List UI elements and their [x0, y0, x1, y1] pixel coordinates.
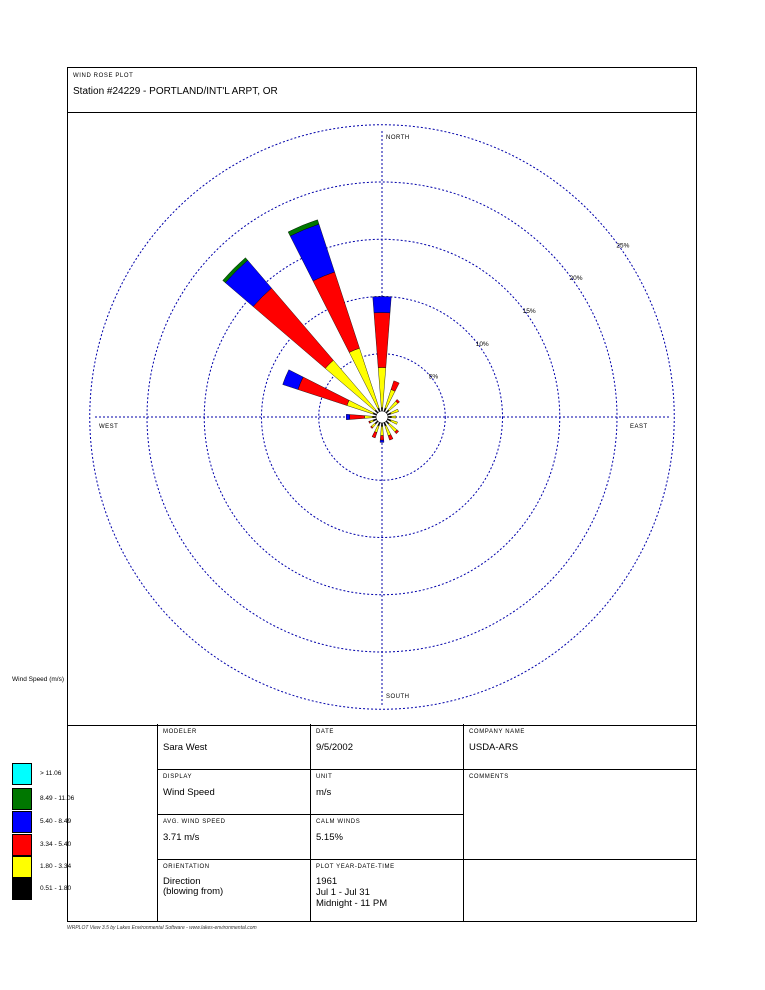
orientation-value-1: Direction: [163, 876, 201, 887]
period-dates: Jul 1 - Jul 31: [316, 887, 370, 898]
south-label: SOUTH: [386, 694, 410, 700]
company-label: COMPANY NAME: [469, 729, 525, 735]
petal-segment-s: [380, 436, 384, 441]
petal-segment-se: [388, 423, 397, 432]
petal-segment-n: [374, 313, 390, 368]
period-hours: Midnight - 11 PM: [316, 898, 388, 909]
petal-segment-ese: [390, 420, 397, 424]
orientation-value-2: (blowing from): [163, 886, 224, 897]
petal-segment-e: [388, 416, 391, 417]
legend-swatch: [12, 788, 32, 810]
software-credit: WRPLOT View 3.5 by Lakes Environmental Software - www.lakes-environmental.com: [67, 925, 257, 931]
ring-label: 10%: [475, 340, 489, 348]
legend-item: [12, 856, 102, 878]
petal-segment-sse: [385, 425, 391, 435]
petal-segment-s: [380, 440, 384, 442]
company-value: USDA-ARS: [469, 742, 519, 753]
display-value: Wind Speed: [163, 787, 215, 798]
legend-swatch: [12, 811, 32, 833]
petal-segment-w: [350, 415, 365, 420]
legend-item: [12, 811, 102, 833]
petal-segment-n: [378, 367, 386, 407]
modeler-label: MODELER: [163, 729, 197, 735]
plot-divider: [68, 725, 696, 726]
legend-label: 0.51 - 1.80: [40, 885, 72, 892]
legend-label: 3.34 - 5.40: [40, 841, 72, 848]
north-label: NORTH: [386, 135, 410, 141]
petal-segment-n: [373, 297, 391, 313]
legend-item: [12, 878, 102, 900]
table-divider-v2: [310, 724, 311, 922]
avg-speed-label: AVG. WIND SPEED: [163, 819, 226, 825]
legend-item: [12, 763, 102, 785]
petal-segment-w: [346, 414, 350, 419]
petal-segment-ssw: [375, 425, 379, 432]
petal-segment-w: [373, 416, 376, 417]
calm-winds-label: CALM WINDS: [316, 819, 361, 825]
petal-segment-w: [365, 416, 373, 419]
petal-segment-nne: [391, 381, 399, 391]
unit-label: UNIT: [316, 774, 333, 780]
ring-label: 20%: [569, 275, 583, 283]
calm-winds-value: 5.15%: [316, 832, 343, 843]
petal-segment-e: [391, 416, 396, 418]
legend-swatch: [12, 878, 32, 900]
modeler-value: Sara West: [163, 742, 208, 753]
plot-type-label: WIND ROSE PLOT: [73, 73, 134, 79]
station-title: Station #24229 - PORTLAND/INT'L ARPT, OR: [73, 86, 278, 97]
table-divider-h3: [157, 859, 697, 860]
date-label: DATE: [316, 729, 334, 735]
legend-label: 5.40 - 8.49: [40, 818, 72, 825]
wind-rose-chart: [67, 111, 697, 724]
legend-swatch: [12, 856, 32, 878]
petal-segment-nw: [253, 288, 333, 368]
legend-label: 1.80 - 3.34: [40, 863, 72, 870]
petal-segment-ene: [390, 409, 398, 414]
petal-segment-ne: [388, 401, 398, 411]
legend-swatch: [12, 763, 32, 785]
unit-value: m/s: [316, 787, 332, 798]
legend-label: > 11.06: [40, 770, 62, 777]
table-divider-h1: [157, 769, 697, 770]
period-label: PLOT YEAR-DATE-TIME: [316, 864, 395, 870]
petal-segment-n: [381, 408, 382, 411]
petal-segment-ssw: [372, 432, 377, 438]
table-divider-v3: [463, 724, 464, 922]
legend-swatch: [12, 834, 32, 856]
avg-speed-value: 3.71 m/s: [163, 832, 200, 843]
orientation-label: ORIENTATION: [163, 864, 210, 870]
petal-segment-s: [381, 426, 384, 435]
table-divider-h2: [157, 814, 463, 815]
petal-segment-sse: [388, 435, 393, 441]
legend-item: [12, 834, 102, 856]
table-divider-v1: [157, 724, 158, 922]
comments-label: COMMENTS: [469, 774, 509, 780]
legend-title: Wind Speed (m/s): [12, 676, 65, 683]
display-label: DISPLAY: [163, 774, 193, 780]
petal-segment-s: [381, 423, 382, 426]
ring-label: 15%: [522, 308, 536, 316]
legend-label: 8.49 - 11.06: [40, 795, 75, 802]
period-year: 1961: [316, 876, 338, 887]
ring-label: 25%: [616, 242, 630, 250]
west-label: WEST: [99, 424, 119, 430]
legend-item: [12, 788, 102, 810]
petal-segment-nnw: [313, 272, 360, 352]
date-value: 9/5/2002: [316, 742, 353, 753]
calm-circle: [376, 411, 388, 423]
petals-layer: [223, 220, 400, 443]
ring-label: 5%: [428, 373, 439, 381]
east-label: EAST: [630, 424, 648, 430]
